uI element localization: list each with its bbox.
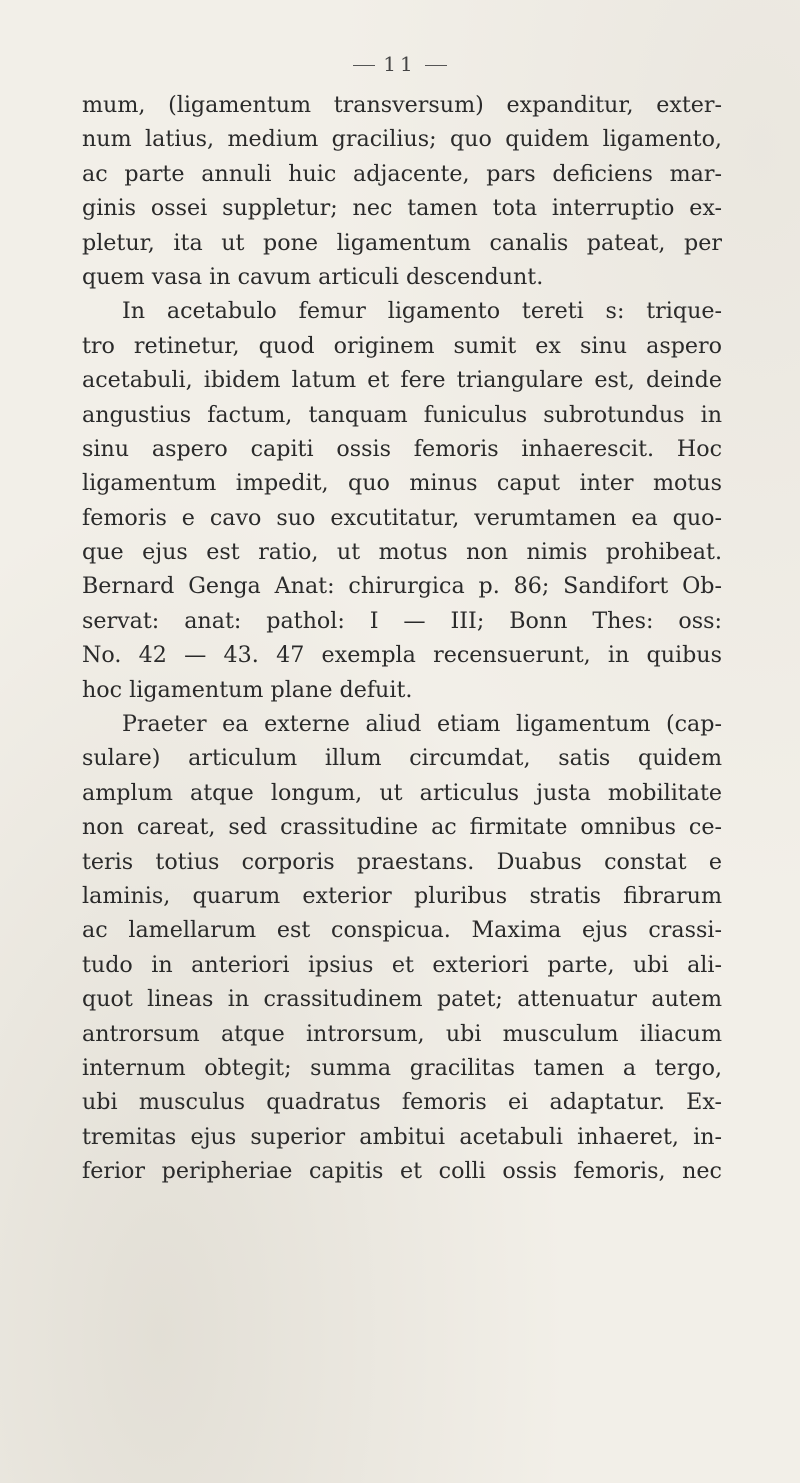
text-line: Bernard Genga Anat: chirurgica p. 86; Sandifort Ob- — [82, 573, 722, 600]
text-line: ac parte annuli huic adjacente, pars deficiens mar- — [82, 160, 722, 187]
text-line: que ejus est ratio, ut motus non nimis prohibeat. — [82, 539, 722, 566]
text-line: tro retinetur, quod originem sumit ex sinu aspero — [82, 332, 722, 359]
text-line: internum obtegit; summa gracilitas tamen a tergo, — [82, 1054, 722, 1081]
text-line: acetabuli, ibidem latum et fere triangulare est, deinde — [82, 367, 722, 394]
text-line: femoris e cavo suo excutitatur, verumtamen ea quo- — [82, 504, 722, 531]
paragraph-2 — [82, 294, 722, 707]
page-number-text: 11 — [383, 52, 417, 76]
text-line: teris totius corporis praestans. Duabus constat e — [82, 848, 722, 875]
text-line: sinu aspero capiti ossis femoris inhaerescit. Hoc — [82, 435, 722, 462]
text-line: ubi musculus quadratus femoris ei adaptatur. Ex- — [82, 1089, 722, 1116]
page-number-dash-right — [425, 65, 447, 66]
text-line: quem vasa in cavum articuli descendunt. — [82, 263, 544, 290]
text-line: quot lineas in crassitudinem patet; attenuatur autem — [82, 986, 722, 1013]
text-line: mum, (ligamentum transversum) expanditur, exter- — [82, 92, 722, 118]
text-line: No. 42 — 43. 47 exempla recensuerunt, in quibus — [82, 642, 722, 669]
text-line: tudo in anteriori ipsius et exteriori parte, ubi ali- — [82, 951, 722, 978]
text-line: antrorsum atque introrsum, ubi musculum iliacum — [82, 1020, 722, 1047]
text-line: ginis ossei suppletur; nec tamen tota interruptio ex- — [82, 195, 722, 222]
paragraph-3 — [82, 707, 722, 1188]
text-line: Praeter ea externe aliud etiam ligamentum (cap- — [122, 711, 722, 738]
text-line: num latius, medium gracilius; quo quidem ligamento, — [82, 126, 722, 153]
text-line: laminis, quarum exterior pluribus stratis fibrarum — [82, 882, 722, 909]
text-line: non careat, sed crassitudine ac firmitate omnibus ce- — [82, 814, 722, 841]
text-line: hoc ligamentum plane defuit. — [82, 676, 413, 703]
text-line: tremitas ejus superior ambitui acetabuli inhaeret, in- — [82, 1123, 722, 1150]
paragraph-1 — [82, 88, 722, 294]
page-number — [0, 52, 800, 76]
text-line: pletur, ita ut pone ligamentum canalis pateat, per — [82, 229, 722, 256]
text-line: amplum atque longum, ut articulus justa mobilitate — [82, 779, 722, 806]
text-line: servat: anat: pathol: I — III; Bonn Thes: oss: — [82, 607, 722, 634]
text-line: sulare) articulum illum circumdat, satis quidem — [82, 745, 722, 772]
text-line: In acetabulo femur ligamento tereti s: trique- — [122, 298, 722, 325]
text-line: ac lamellarum est conspicua. Maxima ejus crassi- — [82, 917, 722, 944]
text-line: ferior peripheriae capitis et colli ossis femoris, nec — [82, 1158, 722, 1185]
body-text — [82, 88, 722, 1189]
text-line: angustius factum, tanquam funiculus subrotundus in — [82, 401, 722, 428]
page-number-dash-left — [353, 65, 375, 66]
text-line: ligamentum impedit, quo minus caput inter motus — [82, 470, 722, 497]
